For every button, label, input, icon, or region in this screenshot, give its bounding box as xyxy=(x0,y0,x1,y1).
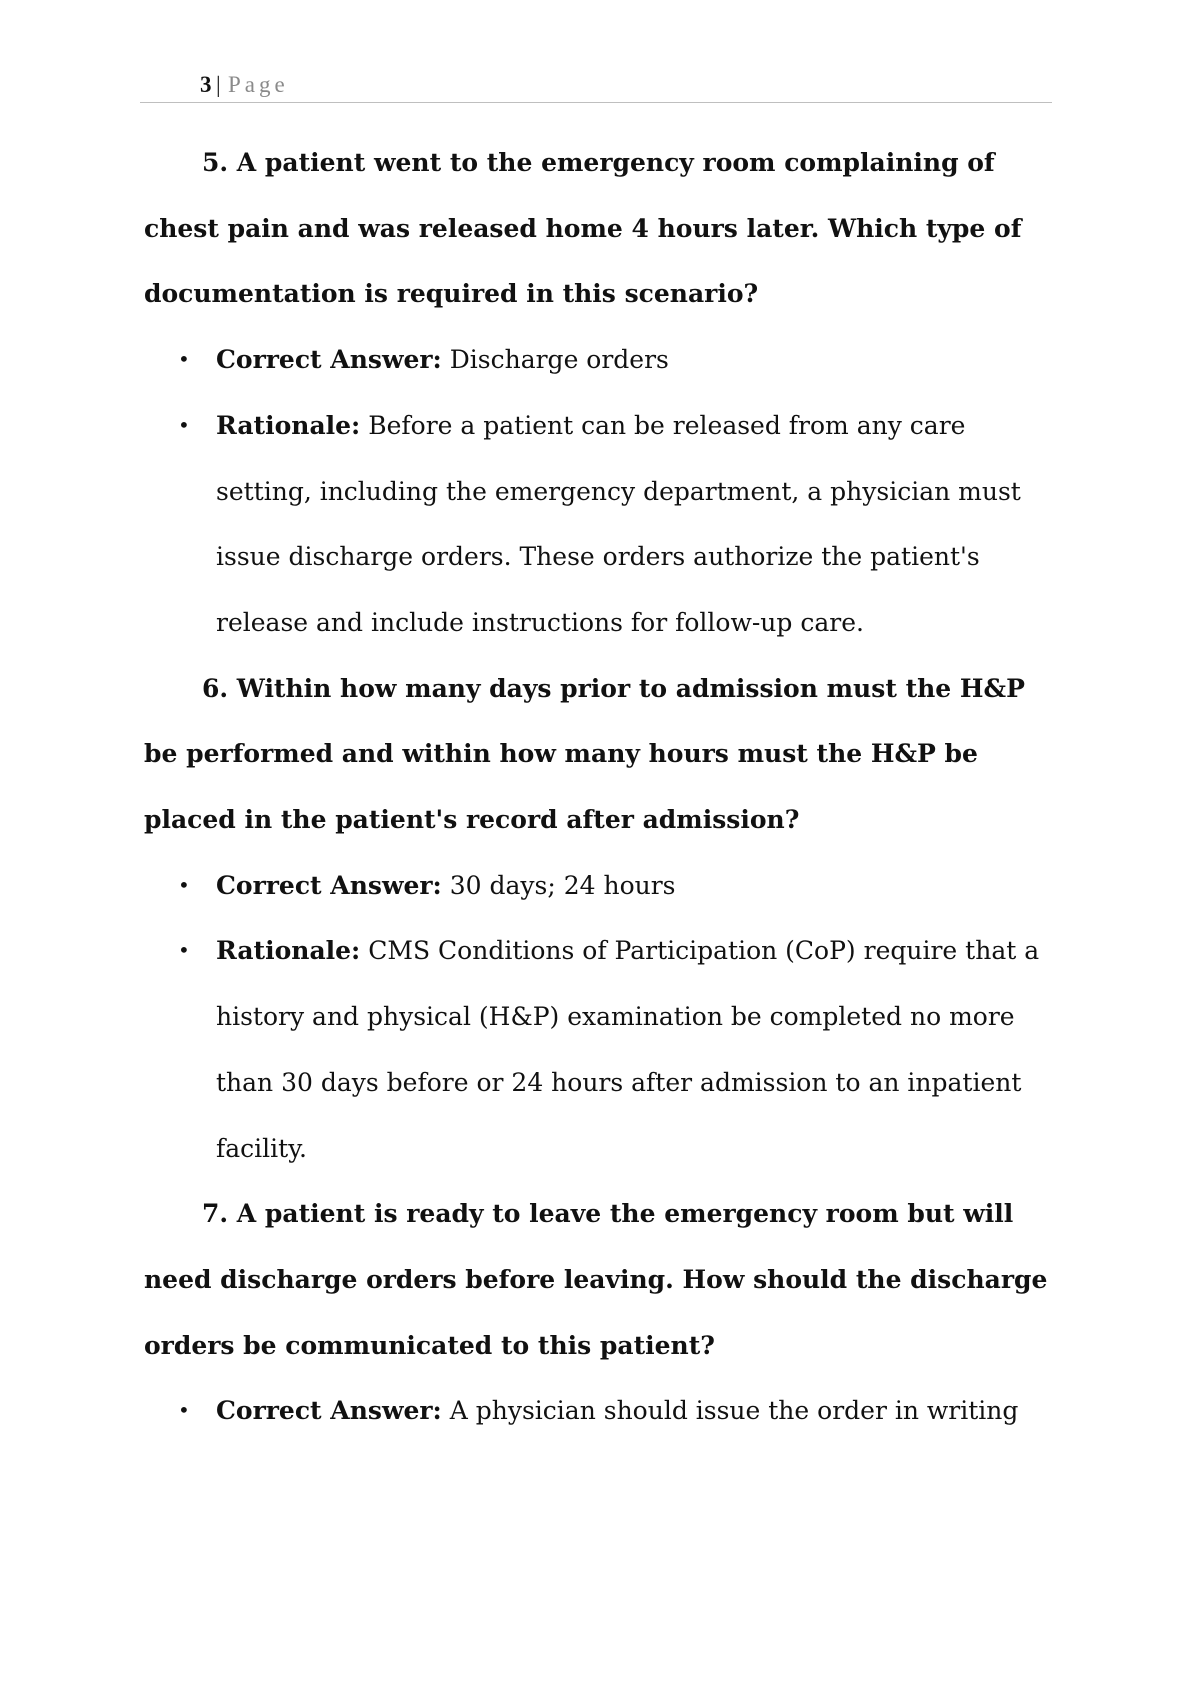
page-header xyxy=(140,70,1052,103)
question-5: 5. A patient went to the emergency room complaining of chest pain and was released home 4 hours later. Which type of documentation is required in this scenario? xyxy=(144,148,1022,309)
correct-answer-text: Discharge orders xyxy=(449,345,669,375)
answer-list-7 xyxy=(144,1378,1064,1444)
correct-answer-label: Correct Answer: xyxy=(216,345,442,375)
rationale-text: CMS Conditions of Participation (CoP) require that a history and physical (H&P) examination be completed no more than 30 days before or 24 hours after admission to an inpatient facility. xyxy=(216,936,1040,1163)
bullet-icon: • xyxy=(178,347,190,372)
bullet-icon: • xyxy=(178,872,190,897)
correct-answer-item xyxy=(144,1378,1064,1444)
answer-list-6 xyxy=(144,853,1064,1182)
rationale-label: Rationale: xyxy=(216,936,361,966)
page-number: 3 xyxy=(200,72,212,97)
correct-answer-text: A physician should issue the order in writing xyxy=(449,1396,1019,1426)
rationale-item xyxy=(144,393,1064,656)
correct-answer-label: Correct Answer: xyxy=(216,1396,442,1426)
bullet-icon: • xyxy=(178,412,190,437)
rationale-text: Before a patient can be released from any care setting, including the emergency department, a physician must issue discharge orders. These orders authorize the patient's release and include instructions for follow-up care. xyxy=(216,410,1021,637)
question-6: 6. Within how many days prior to admission must the H&P be performed and within how many hours must the H&P be placed in the patient's record after admission? xyxy=(144,673,1025,835)
rationale-label: Rationale: xyxy=(216,410,361,440)
correct-answer-label: Correct Answer: xyxy=(216,870,442,900)
page-separator: | xyxy=(216,72,221,97)
correct-answer-item xyxy=(144,853,1064,919)
bullet-icon: • xyxy=(178,1398,190,1423)
correct-answer-item xyxy=(144,327,1064,393)
answer-list-5 xyxy=(144,327,1064,656)
page-content xyxy=(144,130,1064,1444)
rationale-item xyxy=(144,918,1064,1181)
page-word: Page xyxy=(228,72,289,97)
correct-answer-text: 30 days; 24 hours xyxy=(449,870,676,900)
bullet-icon: • xyxy=(178,938,190,963)
question-7: 7. A patient is ready to leave the emergency room but will need discharge orders before leaving. How should the discharge orders be communicated to this patient? xyxy=(144,1199,1048,1360)
